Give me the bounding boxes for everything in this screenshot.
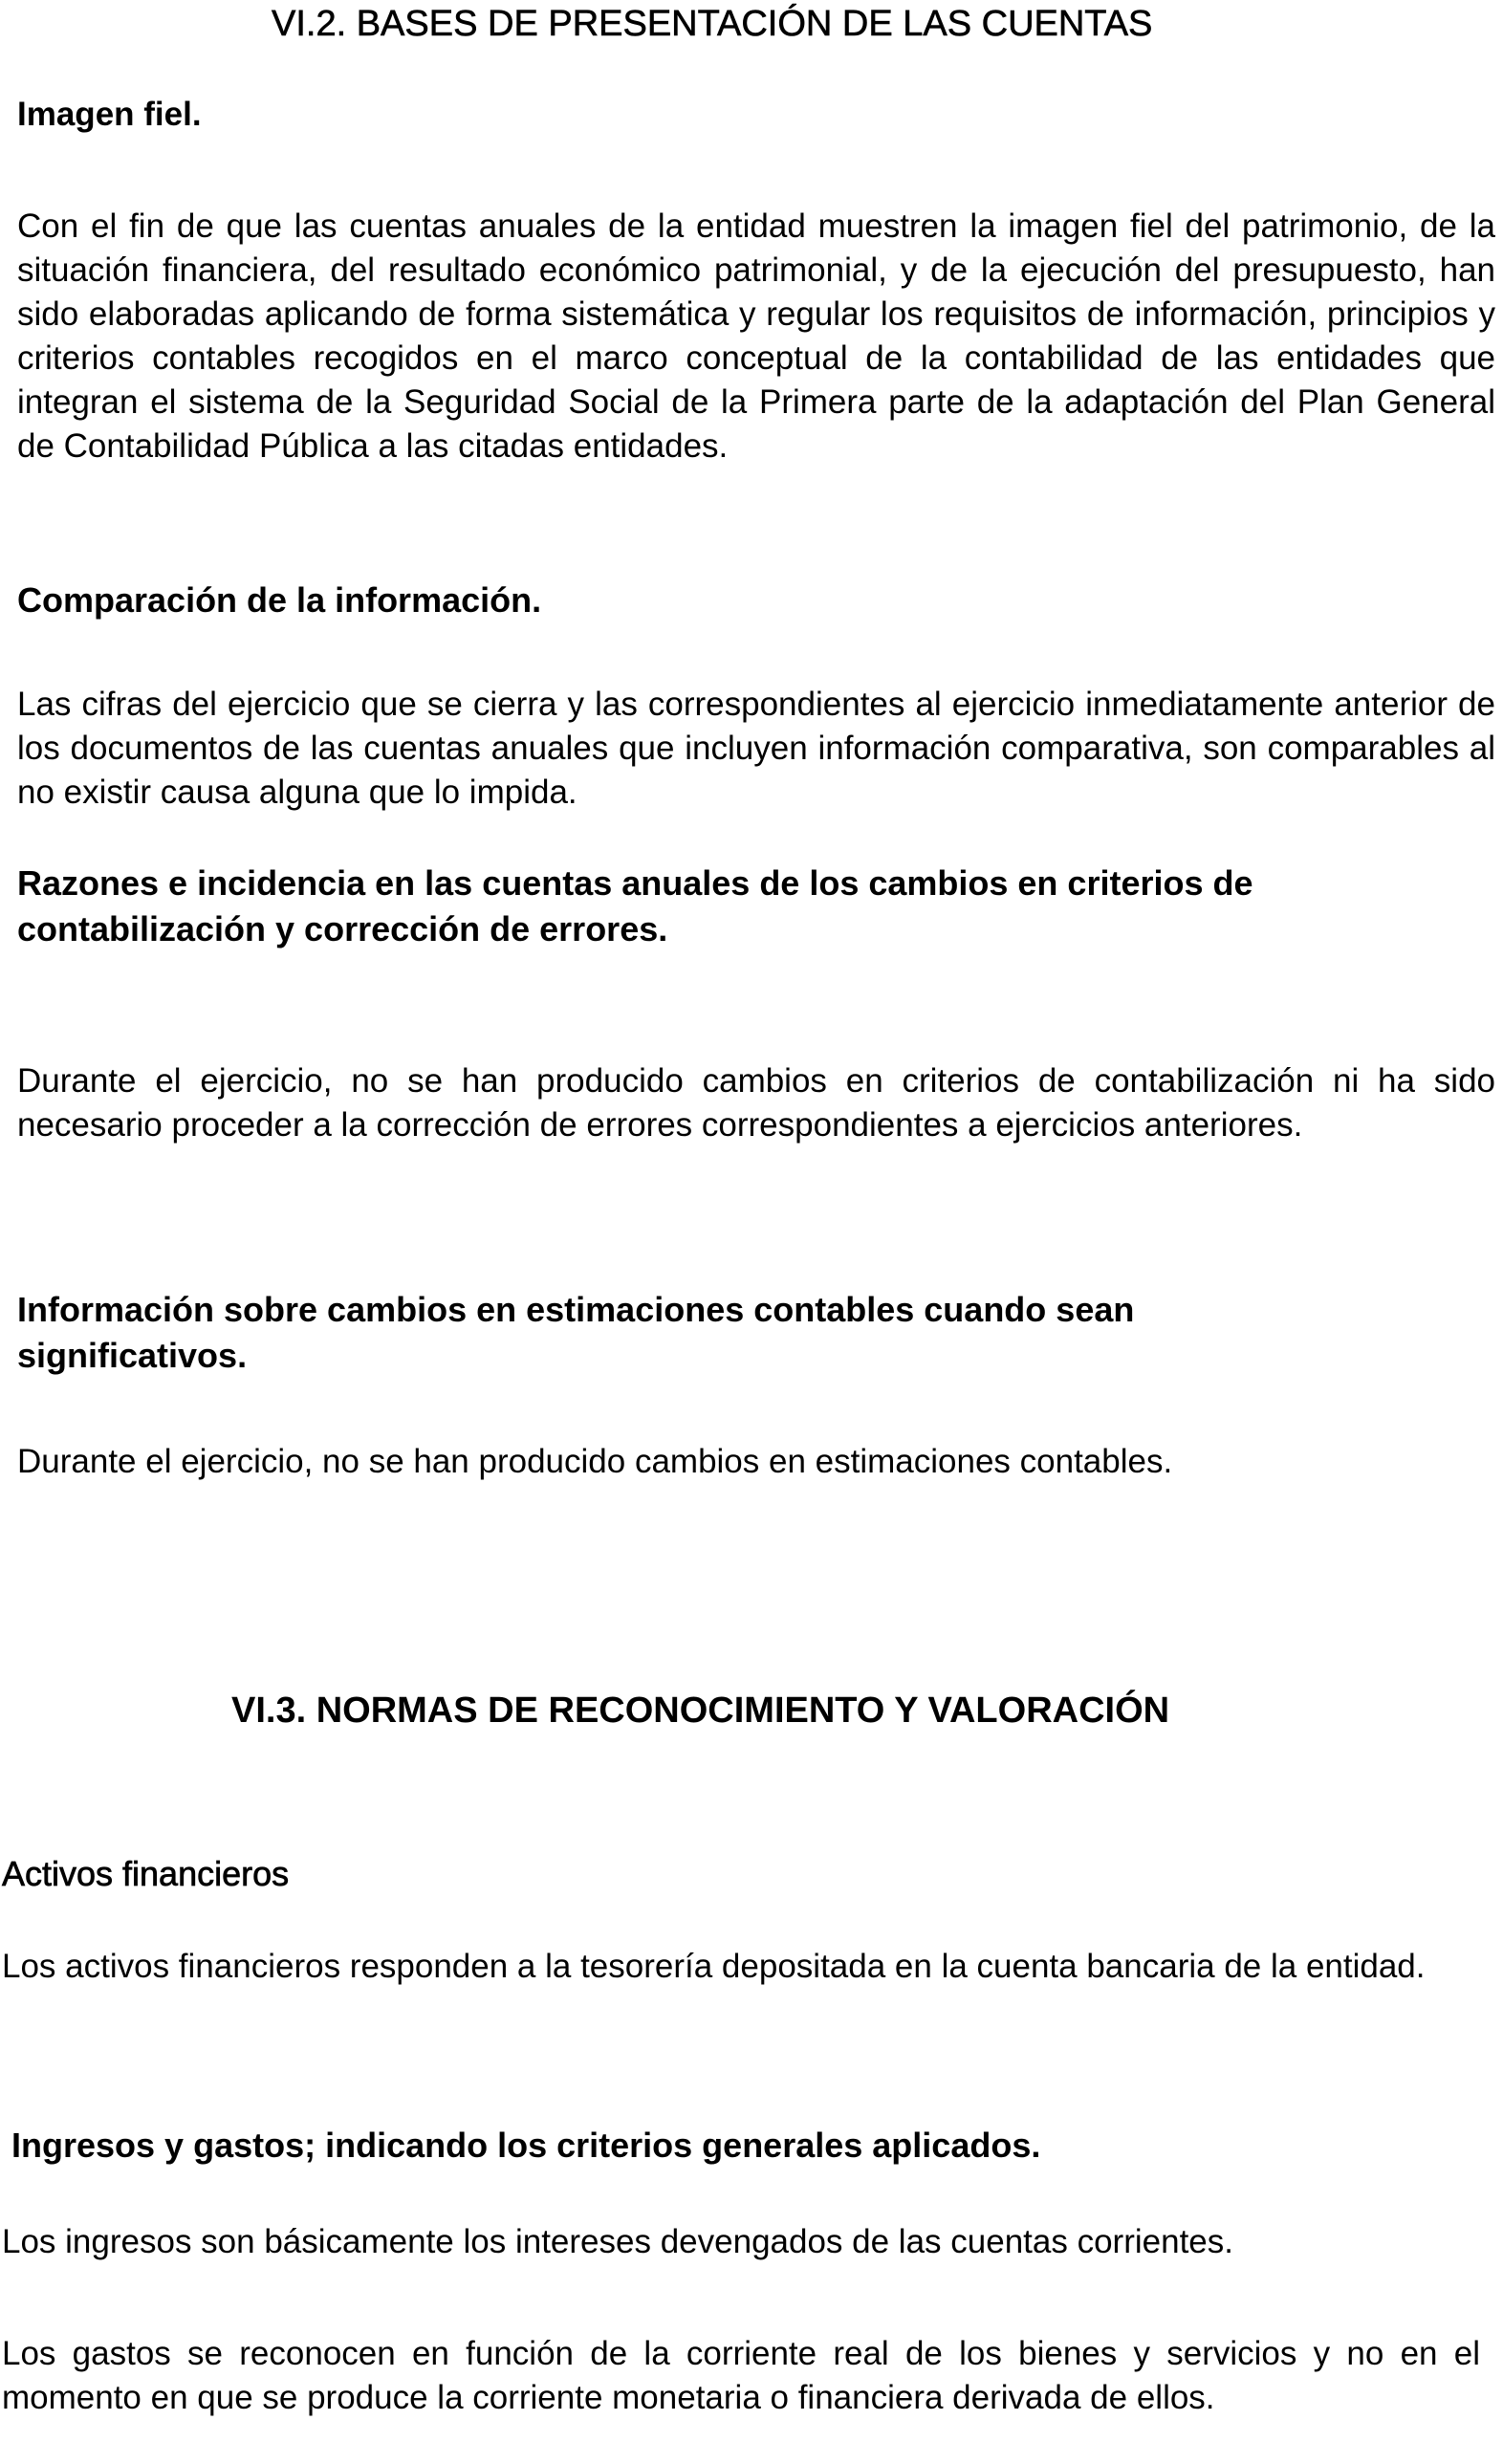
paragraph-comparacion: Las cifras del ejercicio que se cierra y las correspondientes al ejercicio inmediatamente anterior de los documentos de las cuentas anuales que incluyen información comparativa, son comparables al no existir causa alguna que lo impida.	[17, 686, 1495, 811]
section-title-vi2: VI.2. BASES DE PRESENTACIÓN DE LAS CUENTAS	[272, 4, 1153, 44]
heading-comparacion: Comparación de la información.	[17, 580, 542, 620]
heading-ingresos-gastos: Ingresos y gastos; indicando los criterios generales aplicados.	[11, 2126, 1041, 2165]
heading-activos-financieros: Activos financieros	[2, 1854, 290, 1893]
paragraph-razones: Durante el ejercicio, no se han producido cambios en criterios de contabilización ni ha sido necesario proceder a la corrección de errores correspondientes a ejercicios anteriores.	[17, 1062, 1495, 1144]
heading-imagen-fiel: Imagen fiel.	[17, 96, 202, 133]
heading-razones: Razones e incidencia en las cuentas anuales de los cambios en criterios de contabilización y corrección de errores.	[17, 863, 1253, 949]
paragraph-gastos: Los gastos se reconocen en función de la corriente real de los bienes y servicios y no en el momento en que se produce la corriente monetaria o financiera derivada de ellos.	[2, 2335, 1480, 2416]
paragraph-activos-financieros: Los activos financieros responden a la tesorería depositada en la cuenta bancaria de la entidad.	[2, 1948, 1426, 1985]
heading-estimaciones: Información sobre cambios en estimaciones contables cuando sean significativos.	[17, 1290, 1135, 1375]
paragraph-imagen-fiel: Con el fin de que las cuentas anuales de la entidad muestren la imagen fiel del patrimonio, de la situación financiera, del resultado económico patrimonial, y de la ejecución del presupuesto, han sido elaboradas aplicando de forma sistemática y regular los requisitos de información, principios y criterios contables recogidos en el marco conceptual de la contabilidad de las entidades que integran el sistema de la Seguridad Social de la Primera parte de la adaptación del Plan General de Contabilidad Pública a las citadas entidades.	[17, 207, 1495, 465]
section-title-vi3: VI.3. NORMAS DE RECONOCIMIENTO Y VALORACIÓN	[231, 1690, 1170, 1731]
paragraph-ingresos: Los ingresos son básicamente los intereses devengados de las cuentas corrientes.	[2, 2223, 1233, 2260]
paragraph-estimaciones: Durante el ejercicio, no se han producido cambios en estimaciones contables.	[17, 1443, 1173, 1480]
